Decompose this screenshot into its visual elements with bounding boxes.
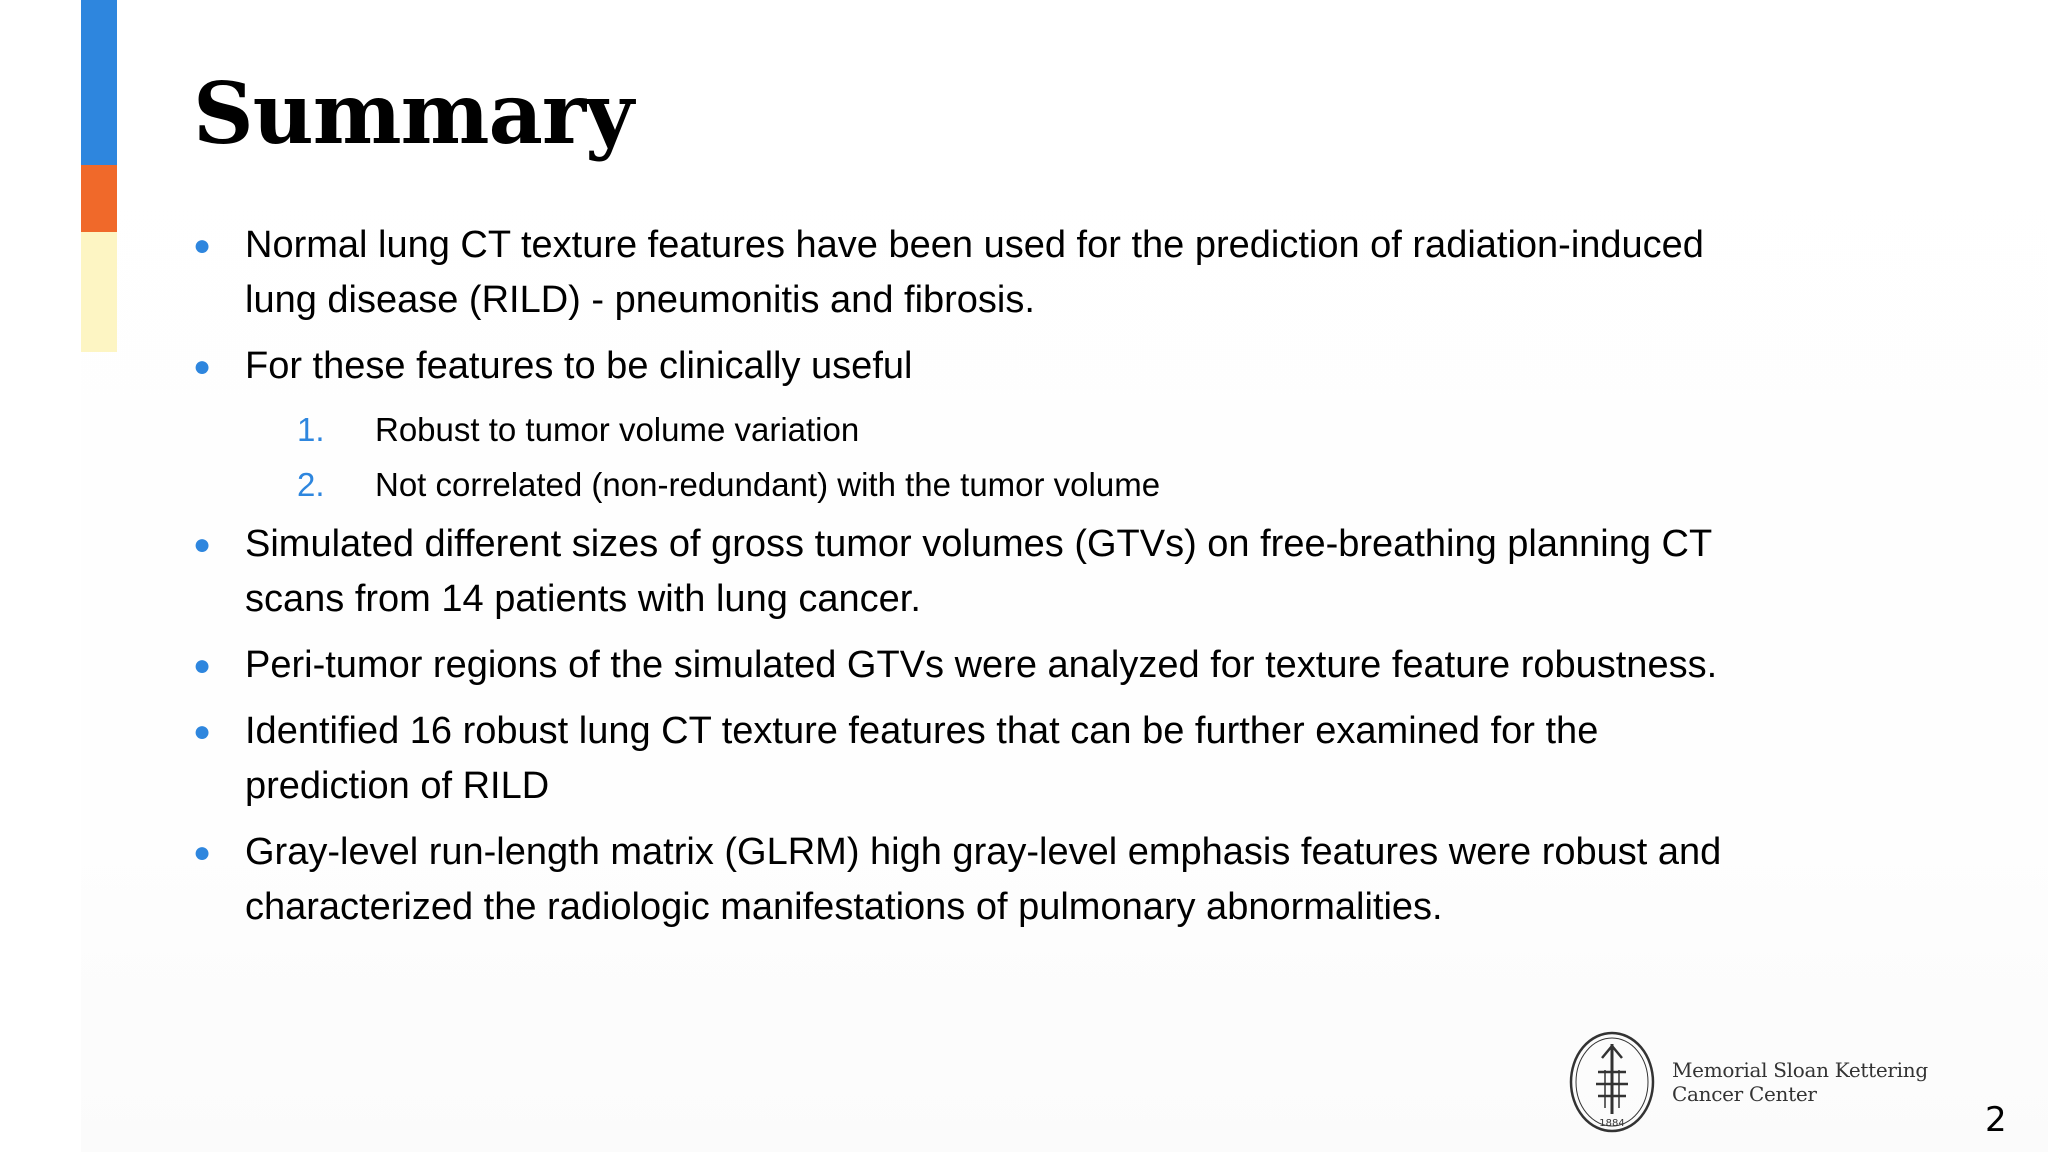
bullet-line: Normal lung CT texture features have been used for the prediction of radiation-induced xyxy=(245,224,1704,266)
bullet-list xyxy=(193,218,1913,946)
bullet-line: lung disease (RILD) - pneumonitis and fibrosis. xyxy=(245,279,1035,321)
bullet-item xyxy=(193,218,1913,328)
bullet-item xyxy=(193,638,1913,693)
accent-bar-cream xyxy=(81,232,117,352)
logo-year: 1884 xyxy=(1599,1118,1625,1129)
bullet-line: characterized the radiologic manifestations of pulmonary abnormalities. xyxy=(245,886,1443,928)
page-number: 2 xyxy=(1985,1100,2007,1140)
bullet-icon: ● xyxy=(193,649,212,682)
slide-title: Summary xyxy=(193,64,633,163)
sub-item-text: Robust to tumor volume variation xyxy=(375,411,860,448)
bullet-icon: ● xyxy=(193,715,212,748)
logo-text-line: Memorial Sloan Kettering xyxy=(1672,1058,1928,1082)
sub-item-text: Not correlated (non-redundant) with the tumor volume xyxy=(375,466,1161,503)
logo-text-line: Cancer Center xyxy=(1672,1082,1817,1106)
bullet-line: prediction of RILD xyxy=(245,765,550,807)
bullet-item xyxy=(193,517,1913,627)
bullet-line: Peri-tumor regions of the simulated GTVs were analyzed for texture feature robustness. xyxy=(245,644,1718,686)
bullet-icon: ● xyxy=(193,528,212,561)
sub-item-number: 1. xyxy=(297,411,325,448)
bullet-item xyxy=(193,825,1913,935)
sub-list-item xyxy=(193,405,1913,455)
sub-item-number: 2. xyxy=(297,466,325,503)
msk-tree-icon xyxy=(1568,1030,1656,1134)
bullet-line: scans from 14 patients with lung cancer. xyxy=(245,578,921,620)
bullet-line: Identified 16 robust lung CT texture features that can be further examined for the xyxy=(245,710,1599,752)
msk-logo xyxy=(1568,1030,1928,1134)
bullet-item xyxy=(193,704,1913,814)
bullet-icon: ● xyxy=(193,350,212,383)
bullet-line: Simulated different sizes of gross tumor volumes (GTVs) on free-breathing planning CT xyxy=(245,523,1713,565)
bullet-line: Gray-level run-length matrix (GLRM) high gray-level emphasis features were robust and xyxy=(245,831,1722,873)
accent-bar-blue xyxy=(81,0,117,165)
accent-bar-orange xyxy=(81,165,117,232)
bullet-icon: ● xyxy=(193,229,212,262)
bullet-line: For these features to be clinically useful xyxy=(245,345,913,387)
bullet-item xyxy=(193,339,1913,394)
bullet-icon: ● xyxy=(193,836,212,869)
sub-list-item xyxy=(193,460,1913,510)
